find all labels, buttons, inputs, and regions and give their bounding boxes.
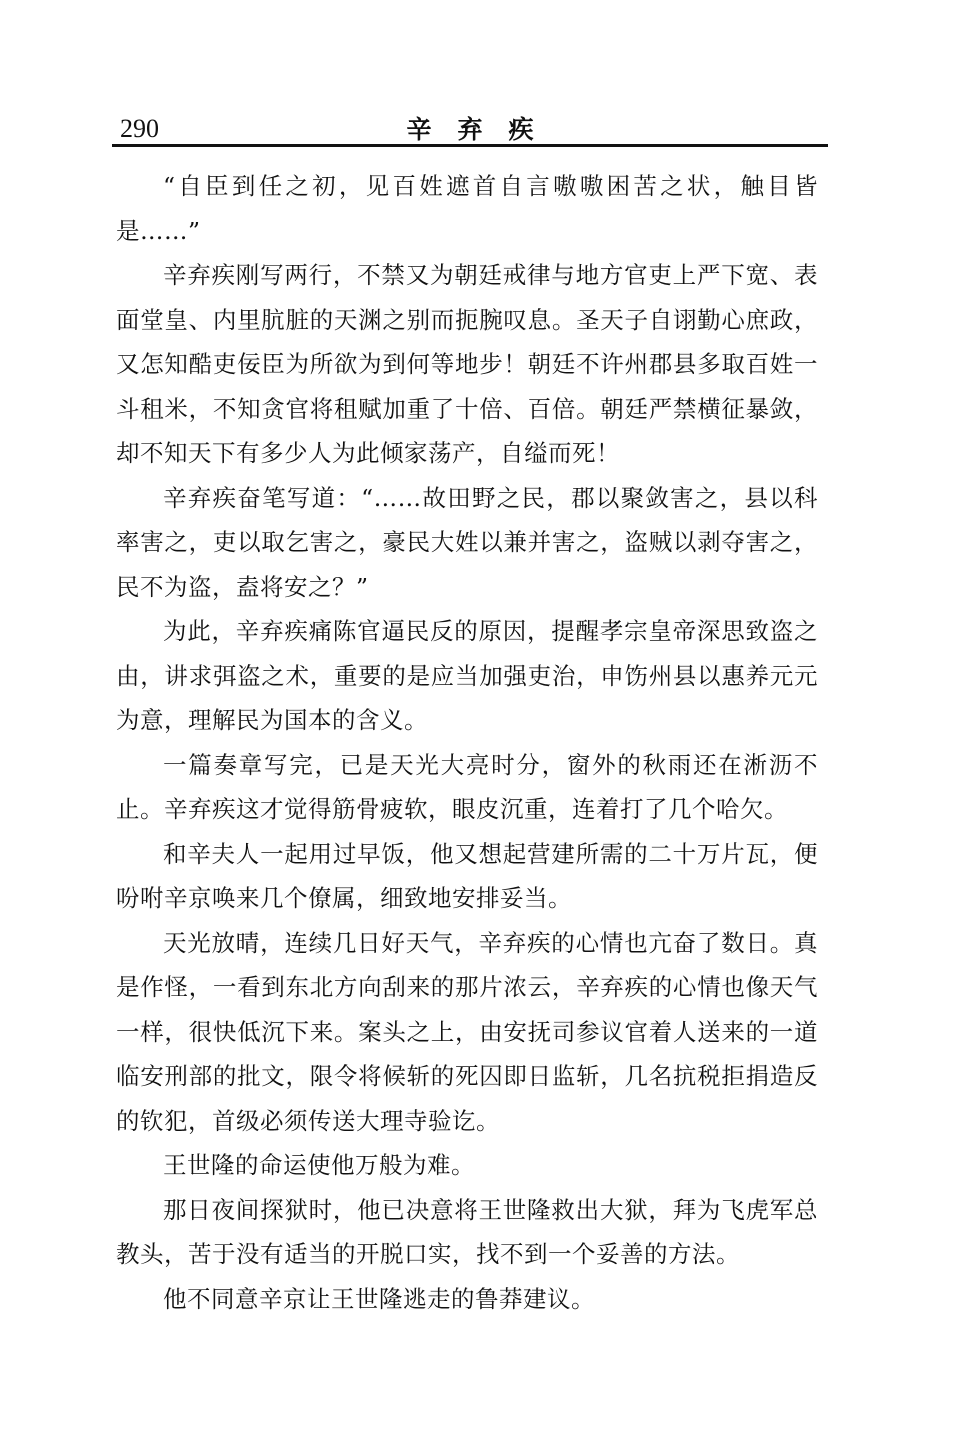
paragraph: 和辛夫人一起用过早饭，他又想起营建所需的二十万片瓦，便吩咐辛京唤来几个僚属，细致地安排妥当。 [116, 839, 818, 912]
page-header [112, 108, 828, 144]
paragraph: 辛弃疾奋笔写道：“……故田野之民，郡以聚敛害之，县以科率害之，吏以取乞害之，豪民大姓以兼并害之，盗贼以剥夺害之，民不为盗，盍将安之？” [116, 483, 818, 601]
running-title: 辛弃疾 [406, 115, 560, 144]
paragraph: 王世隆的命运使他万般为难。 [163, 1151, 475, 1179]
paragraph: 辛弃疾刚写两行，不禁又为朝廷戒律与地方官吏上严下宽、表面堂皇、内里肮脏的天渊之别而扼腕叹息。圣天子自诩勤心庶政，又怎知酷吏佞臣为所欲为到何等地步！朝廷不许州郡县多取百姓一斗租米，不知贪官将租赋加重了十倍、百倍。朝廷严禁横征暴敛，却不知天下有多少人为此倾家荡产，自缢而死！ [116, 261, 818, 467]
body-text [116, 164, 818, 1321]
paragraph: 为此，辛弃疾痛陈官逼民反的原因，提醒孝宗皇帝深思致盗之由，讲求弭盗之术，重要的是应当加强吏治，申饬州县以惠养元元为意，理解民为国本的含义。 [116, 617, 818, 734]
paragraph: 一篇奏章写完，已是天光大亮时分，窗外的秋雨还在淅沥不止。辛弃疾这才觉得筋骨疲软，眼皮沉重，连着打了几个哈欠。 [116, 750, 818, 823]
paragraph: 他不同意辛京让王世隆逃走的鲁莽建议。 [163, 1284, 595, 1313]
page-number: 290 [120, 114, 159, 143]
paragraph: 天光放晴，连续几日好天气，辛弃疾的心情也亢奋了数日。真是作怪，一看到东北方向刮来的那片浓云，辛弃疾的心情也像天气一样，很快低沉下来。案头之上，由安抚司参议官着人送来的一道临安刑部的批文，限令将候斩的死囚即日监斩，几名抗税拒捐造反的钦犯，首级必须传送大理寺验讫。 [116, 928, 818, 1135]
paragraph: 那日夜间探狱时，他已决意将王世隆救出大狱，拜为飞虎军总教头，苦于没有适当的开脱口实，找不到一个妥善的方法。 [116, 1195, 818, 1268]
paragraph: “自臣到任之初，见百姓遮首自言嗷嗷困苦之状，触目皆是……” [116, 172, 818, 245]
header-rule [112, 144, 828, 147]
